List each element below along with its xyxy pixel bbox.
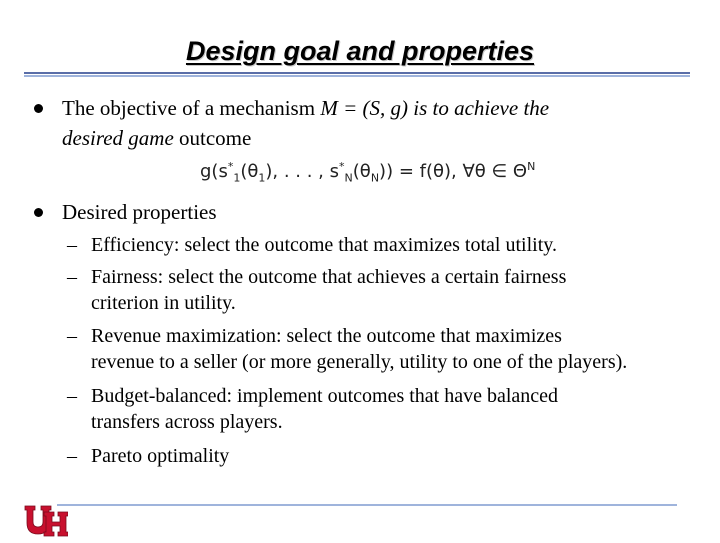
outcome-equation (200, 160, 535, 185)
sub-item-dash: – (67, 385, 77, 407)
sub-item-text (91, 443, 697, 469)
sub-item-line: Pareto optimality (91, 445, 230, 467)
sub-item-text (91, 264, 697, 316)
sub-item-line: transfers across players. (91, 411, 283, 433)
sub-item-dash: – (67, 266, 77, 288)
eq-theta1-sub: 1 (258, 171, 266, 185)
eq-thetaN: (θ (352, 161, 371, 182)
eq-g: g( (200, 161, 219, 182)
sub-item-line: Revenue maximization: select the outcome that maximizes (91, 325, 562, 347)
bullet-desired-properties: Desired properties (62, 200, 217, 224)
sub-item-line: criterion in utility. (91, 292, 236, 314)
sub-item-line: Efficiency: select the outcome that maximizes total utility. (91, 234, 557, 256)
eq-end-sup: N (527, 160, 536, 173)
bullet-objective (62, 93, 682, 153)
eq-thetaN-sub: N (370, 171, 380, 185)
title-rule-dark (24, 72, 690, 74)
slide-title: Design goal and properties (185, 36, 535, 66)
bullet-dot-1 (34, 104, 43, 113)
title-rule-light (24, 75, 690, 77)
eq-s1-sub: 1 (233, 171, 241, 185)
mechanism-math: M = (S, g) (320, 96, 408, 120)
bullet-objective-prefix: The objective of a mechanism (62, 96, 321, 120)
sub-item-dash: – (67, 234, 77, 256)
sub-item-revenue (67, 323, 697, 375)
eq-sN-sup: * (339, 160, 345, 173)
eq-s1: s (218, 161, 228, 182)
sub-item-fairness (67, 264, 697, 316)
bottom-rule (57, 504, 677, 506)
bullet-objective-mid: is to achieve the (407, 96, 550, 120)
bullet-objective-line2-rest: outcome (173, 126, 252, 150)
eq-mid: ), . . . , (265, 161, 330, 182)
sub-item-efficiency (67, 232, 697, 258)
eq-sN-sub: N (344, 171, 353, 185)
university-logo-icon (24, 504, 68, 543)
sub-item-line: revenue to a seller (or more generally, utility to one of the players). (91, 351, 628, 373)
sub-item-pareto (67, 443, 697, 469)
eq-s1-sup: * (227, 160, 234, 173)
sub-item-dash: – (67, 445, 77, 467)
eq-theta1: (θ (240, 161, 259, 182)
eq-end: )) = f(θ), ∀θ ∈ Θ (379, 161, 528, 182)
sub-item-text (91, 232, 697, 258)
bullet-dot-2 (34, 208, 43, 217)
sub-item-line: Fairness: select the outcome that achieves a certain fairness (91, 266, 567, 288)
sub-item-line: Budget-balanced: implement outcomes that have balanced (91, 385, 559, 407)
sub-item-text (91, 323, 697, 375)
sub-item-text (91, 383, 697, 435)
sub-item-dash: – (67, 325, 77, 347)
eq-sN: s (329, 161, 340, 182)
sub-item-budget (67, 383, 697, 435)
bullet-objective-line2-italic: desired game (62, 126, 174, 150)
